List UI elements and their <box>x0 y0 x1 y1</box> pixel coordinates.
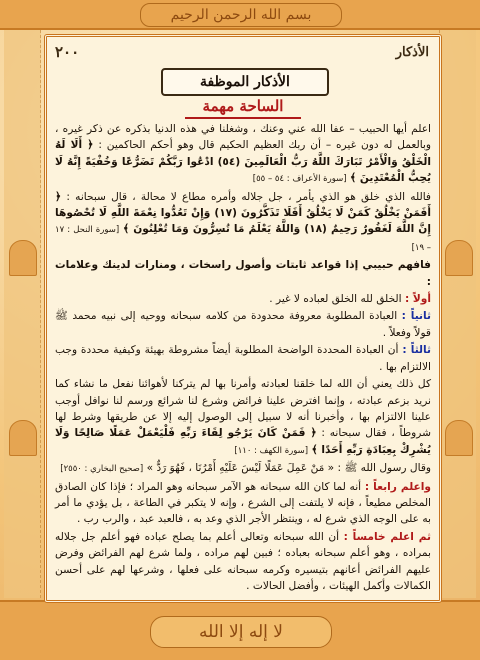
page-number: ٢٠٠ <box>55 43 80 61</box>
kaaba-icon <box>9 420 37 456</box>
paragraph-text: كل ذلك يعني أن الله لما خلقنا لعبادته وأمرنا بها لم يتركنا لأهوائنا نفعل ما نشاء كما نريد بزعم عبادته ، وإنما افترض علينا فرائض وشرع لنا شرائع ورسم لنا نوافل أوجب علينا الالتزام بها ، وأخبرنا أنه لا سبيل إلى الوصول إليه إلا عن طريقها وشرط لها شروطاً ، فقال سبحانه : <box>55 378 431 440</box>
point-label: واعلم رابعاً : <box>364 480 431 493</box>
paragraph <box>55 257 431 290</box>
point-label: ثانياً : <box>401 310 431 323</box>
point-first <box>55 291 431 307</box>
point-fifth <box>55 529 431 595</box>
paragraph <box>55 121 431 188</box>
chapter-title: الأذكار الموظفة <box>161 68 329 96</box>
quran-verse: ﴿ أَفَمَنْ يَخْلُقُ كَمَنْ لَا يَخْلُقُ أَفَلَا تَذَكَّرُونَ (١٧) وَإِنْ تَعُدُّوا نِعْمَةَ اللَّهِ لَا تُحْصُوهَا إِنَّ اللَّهَ لَغَفُورٌ رَحِيمٌ (١٨) وَاللَّهُ يَعْلَمُ مَا تُسِرُّونَ وَمَا تُعْلِنُونَ ﴾ <box>55 190 431 236</box>
point-text: الخلق لله الخلق لعباده لا غير . <box>269 293 402 306</box>
point-text: أن الله سبحانه وتعالى أعلم بما يصلح عباده فهو أعلم جل جلاله بمراده ، وهو أعلم سبحانه بعباده ؛ فبين لهم مراده ، ولما شرع لهم الفرائض وفرض عليهم الفرائض أعانهم بتيسيره وكرمه سبحانه على فعلها ، وشرعها لهم على أحسن الكمالات وأكمل الهيئات ، وأفضل الحالات . <box>55 530 431 592</box>
basmala-banner: بسم الله الرحمن الرحيم <box>140 3 342 27</box>
paragraph-text: فالله الذي خلق هو الذي يأمر ، جل جلاله وأمره مطاع لا محالة ، قال سبحانه : <box>66 190 431 203</box>
paragraph-text: فافهم حبيبي إذا قواعد ثابتات وأصول راسخات ، ومنارات لدينك وعلامات : <box>55 259 431 288</box>
point-label: ثم اعلم خامساً : <box>343 530 432 543</box>
paragraph-text: اعلم أيها الحبيب – عفا الله عني وعنك ، وشغلنا في هذه الدنيا بذكره عن ذكر غيره ، وبالعمل له دون غيره – أن ربك العظيم الحكيم قال وهو أحكم الحاكمين : <box>55 123 431 152</box>
mosque-icon <box>445 240 473 276</box>
point-text: العبادة المطلوبة معروفة محدودة من كلامه سبحانه ووحيه إلى نبيه محمد ﷺ قولاً وفعلاً . <box>55 310 431 339</box>
verse-reference: [سورة الكهف : ١١٠] <box>234 445 309 456</box>
content-panel <box>44 34 442 603</box>
running-head: الأذكار <box>395 45 429 60</box>
verse-reference: [سورة النحل : ١٧ – ١٩] <box>55 225 431 253</box>
hadith-text: وقال رسول الله ﷺ : « مَنْ عَمِلَ عَمَلًا لَيْسَ عَلَيْهِ أَمْرُنَا ، فَهُوَ رَدٌّ » <box>146 462 431 475</box>
right-ornament <box>439 30 476 598</box>
header-band <box>0 0 480 30</box>
mosque-icon <box>9 240 37 276</box>
paragraph <box>55 189 431 257</box>
section-title: الساحة مهمة <box>185 95 301 119</box>
point-text: أن العبادة المحددة الواضحة المطلوبة أيضاً مشروطة بهيئة وكيفية محددة وجب الالتزام بها . <box>55 344 431 373</box>
point-third <box>55 342 431 375</box>
point-second <box>55 308 431 341</box>
hadith-reference: [صحيح البخاري : ٢٥٥٠] <box>60 464 144 475</box>
left-ornament <box>4 30 41 598</box>
point-label: ثالثاً : <box>402 344 431 357</box>
paragraph <box>55 376 431 459</box>
point-label: أولاً : <box>404 293 431 306</box>
kaaba-icon <box>445 420 473 456</box>
body-text <box>55 121 431 595</box>
quran-verse: ﴿ فَمَنْ كَانَ يَرْجُو لِقَاءَ رَبِّهِ فَلْيَعْمَلْ عَمَلًا صَالِحًا وَلَا يُشْرِكْ بِعِبَادَةِ رَبِّهِ أَحَدًا ﴾ <box>55 427 431 456</box>
point-text: أنه لما كان الله سبحانه هو الآمر سبحانه وهو المراد ؛ فإذا كان الصادق المخلص مطيعاً ، فإنه لا يلتفت إلى الشرع ، وإنه لا يتكبر في الطاعة ، بل يؤدي ما أمر به على الوجه الذي شرع له ، وينتظر الأجر الذي وعد به ، فالعبد عبد ، والرب رب . <box>55 480 431 526</box>
point-fourth <box>55 479 431 528</box>
quran-verse: ﴿ أَلَا لَهُ الْخَلْقُ وَالْأَمْرُ تَبَارَكَ اللَّهُ رَبُّ الْعَالَمِينَ (٥٤) ادْعُوا رَبَّكُمْ تَضَرُّعًا وَخُفْيَةً إِنَّهُ لَا يُحِبُّ الْمُعْتَدِينَ ﴾ <box>55 139 431 185</box>
tawhid-banner: لا إله إلا الله <box>150 616 332 648</box>
verse-reference: [سورة الأعراف : ٥٤ – ٥٥] <box>252 174 347 185</box>
paragraph <box>55 460 431 477</box>
